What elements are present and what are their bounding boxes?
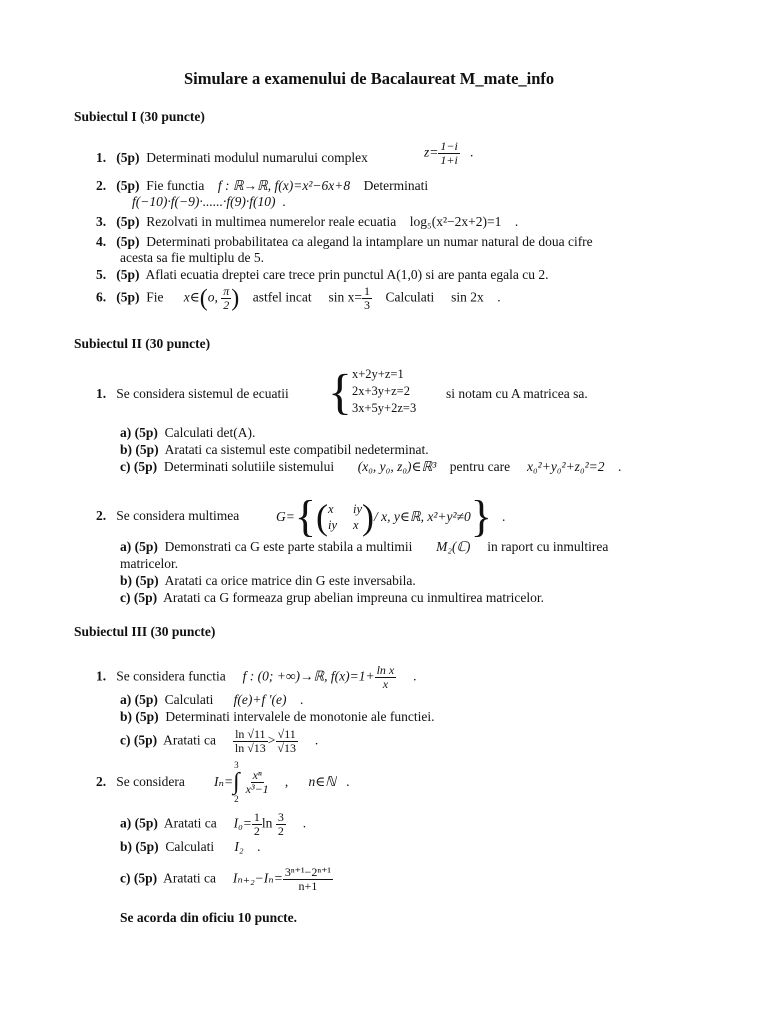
s2-q2-c: c) (5p) Aratati ca G formeaza grup abelian impreuna cu inmultirea matricelor.	[120, 590, 544, 605]
page-title: Simulare a examenului de Bacalaureat M_mate_info	[184, 69, 555, 88]
s1-item-4-line2: acesta sa fie multiplu de 5.	[120, 250, 264, 265]
matrix-cell: iy	[327, 518, 338, 532]
s2-q2-a: a) (5p) Demonstrati ca G este parte stabila a multimii M₂(ℂ) in raport cu inmultirea	[120, 539, 609, 554]
s3-q1-a: a) (5p) Calculati f(e)+f ′(e) .	[120, 692, 304, 707]
s1-item-3-formula: log₅(x²−2x+2)=1	[409, 214, 502, 229]
s2-q1-b: b) (5p) Aratati ca sistemul este compatibil nedeterminat.	[120, 442, 429, 457]
equation: x+2y+z=1	[352, 367, 404, 381]
s3-q2-formula: Iₙ= 3 ∫ 2 $\frac{\text{xⁿ}}{\text{x³−1}}$ , n∈ℕ .	[214, 760, 350, 804]
section-heading-2: Subiectul II (30 puncte)	[74, 336, 211, 351]
s3-q2-c: c) (5p) Aratati ca Iₙ₊₂−Iₙ= $\frac{\text{3ⁿ⁺¹−2ⁿ⁺¹}}{n+1}$	[120, 865, 332, 893]
s2-q2-b: b) (5p) Aratati ca orice matrice din G este inversabila.	[120, 573, 416, 588]
item-text: Determinati modulul numarului complex	[146, 150, 368, 165]
s2-q1-c: c) (5p) Determinati solutiile sistemului (x₀, y₀, z₀)∈ℝ³ pentru care x₀²+y₀²+z₀²=2 .	[120, 459, 622, 474]
section-heading-3: Subiectul III (30 puncte)	[74, 624, 216, 639]
s1-item-5: 5. (5p) Aflati ecuatia dreptei care trece prin punctul A(1,0) si are panta egala cu 2.	[96, 267, 549, 282]
item-number: 1.	[96, 150, 107, 165]
s1-item-1-formula: z= $\frac{1-i}{1+i}$ .	[424, 139, 474, 167]
s1-item-2-formula: f : ℝ→ℝ, f(x)=x²−6x+8	[217, 178, 351, 193]
s3-q1-b: b) (5p) Determinati intervalele de monotonie ale functiei.	[120, 709, 435, 724]
s2-q1-text2: si notam cu A matricea sa.	[446, 386, 588, 401]
footer-note: Se acorda din oficiu 10 puncte.	[120, 910, 298, 925]
s2-q1-a: a) (5p) Calculati det(A).	[120, 425, 256, 440]
s1-item-3: 3. (5p) Rezolvati in multimea numerelor reale ecuatia log₅(x²−2x+2)=1 .	[96, 214, 519, 229]
s1-item-2: 2. (5p) Fie functia f : ℝ→ℝ, f(x)=x²−6x+8 Determinati	[96, 178, 429, 193]
equation: 3x+5y+2z=3	[352, 401, 417, 415]
s3-q2-b: b) (5p) Calculati I₂ .	[120, 839, 261, 854]
s2-q2-set: G={( x iy iy x )/ x, y∈ℝ, x²+y²≠0} .	[276, 492, 506, 541]
s1-item-2-line2: f(−10)·f(−9)·......·f(9)·f(10) .	[132, 194, 286, 209]
matrix-cell: x	[353, 518, 359, 532]
matrix-cell: iy	[353, 502, 363, 516]
s3-q1: 1. Se considera functia f : (0; +∞)→ℝ, f(x)=1+ $\frac{\text{ln x}}{x}$ .	[96, 663, 417, 691]
s2-q2: 2. Se considera multimea	[96, 508, 240, 523]
s3-q2: 2. Se considera	[96, 774, 185, 789]
s1-item-4: 4. (5p) Determinati probabilitatea ca alegand la intamplare un numar natural de doua cifre	[96, 234, 593, 249]
matrix-cell: x	[327, 502, 334, 516]
s3-q1-c: c) (5p) Aratati ca $\frac{\ln √11}{\ln √13}$ > $\frac{√11}{√13}$ .	[120, 727, 319, 755]
s2-q1-system: { x+2y+z=1 2x+3y+z=2 3x+5y+2z=3	[328, 363, 417, 420]
equation: 2x+3y+z=2	[352, 384, 410, 398]
s1-item-6: 6. (5p) Fie x∈(o, $\frac{\pi}{2}$ ) astfel incat sin x= $\frac{1}{3}$ Calculati sin 2x .	[96, 284, 501, 312]
s2-q1: 1. Se considera sistemul de ecuatii	[96, 386, 289, 401]
item-points: (5p)	[116, 150, 140, 165]
s3-q2-a: a) (5p) Aratati ca I₀= $\frac{1}{2}$ ln $\frac{3}{2}$ .	[120, 810, 307, 838]
s2-q2-a-line2: matricelor.	[120, 556, 179, 571]
s1-item-1	[96, 150, 368, 166]
section-heading-1: Subiectul I (30 puncte)	[74, 109, 205, 124]
